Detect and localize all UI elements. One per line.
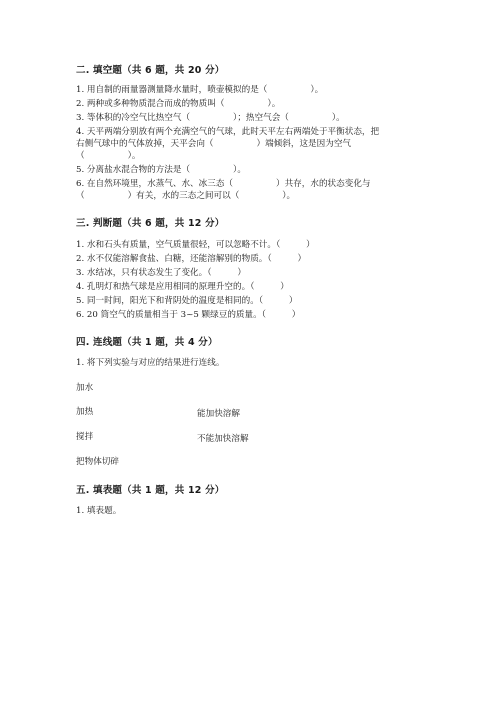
tf-question-4: 4. 孔明灯和热气球是应用相同的原理升空的。（ ） (76, 282, 289, 292)
matching-left-item-2: 加热 (76, 407, 94, 417)
fill-question-6: 6. 在自然环境里，水蒸气、水、冰三态（ ）共存，水的状态变化与 (76, 179, 371, 189)
matching-right-item-2: 不能加快溶解 (197, 434, 249, 444)
section-title-true-false: 三. 判断题（共 6 题，共 12 分） (76, 218, 225, 229)
matching-instruction: 1. 将下列实验与对应的结果进行连线。 (76, 358, 225, 368)
matching-left-item-1: 加水 (76, 383, 94, 393)
matching-left-item-3: 搅拌 (76, 432, 94, 442)
fill-question-2: 2. 两种或多种物质混合而成的物质叫（ ）。 (76, 99, 281, 109)
fill-question-4: 4. 天平两端分别放有两个充满空气的气球，此时天平左右两端处于平衡状态，把 (76, 127, 380, 137)
section-title-fill-in: 二. 填空题（共 6 题，共 20 分） (76, 65, 225, 76)
tf-question-1: 1. 水和石头有质量，空气质量很轻，可以忽略不计。（ ） (76, 240, 315, 250)
tf-question-6: 6. 20 筒空气的质量相当于 3~5 颗绿豆的质量。（ ） (76, 310, 301, 320)
fill-question-3: 3. 等体积的冷空气比热空气（ ）；热空气会（ ）。 (76, 113, 345, 123)
fill-question-4-cont-2: （ ）。 (76, 151, 141, 161)
tf-question-5: 5. 同一时间，阳光下和背阴处的温度是相同的。（ ） (76, 296, 298, 306)
fill-question-5: 5. 分离盐水混合物的方法是（ ）。 (76, 165, 246, 175)
section-title-matching: 四. 连线题（共 1 题，共 4 分） (76, 337, 218, 348)
fill-question-6-cont: （ ）有关，水的三态之间可以（ ）。 (76, 191, 296, 201)
matching-right-item-1: 能加快溶解 (197, 409, 240, 419)
fill-question-4-cont-1: 右侧气球中的气体放掉，天平会向（ ）端倾斜，这是因为空气 (76, 139, 352, 149)
matching-left-item-4: 把物体切碎 (76, 457, 119, 467)
section-title-table-fill: 五. 填表题（共 1 题，共 12 分） (76, 485, 225, 496)
tf-question-3: 3. 水结冰，只有状态发生了变化。（ ） (76, 268, 246, 278)
table-fill-instruction: 1. 填表题。 (76, 506, 122, 516)
tf-question-2: 2. 水不仅能溶解食盐、白糖，还能溶解别的物质。（ ） (76, 254, 307, 264)
fill-question-1: 1. 用自制的雨量器测量降水量时，喷壶模拟的是（ ）。 (76, 85, 324, 95)
